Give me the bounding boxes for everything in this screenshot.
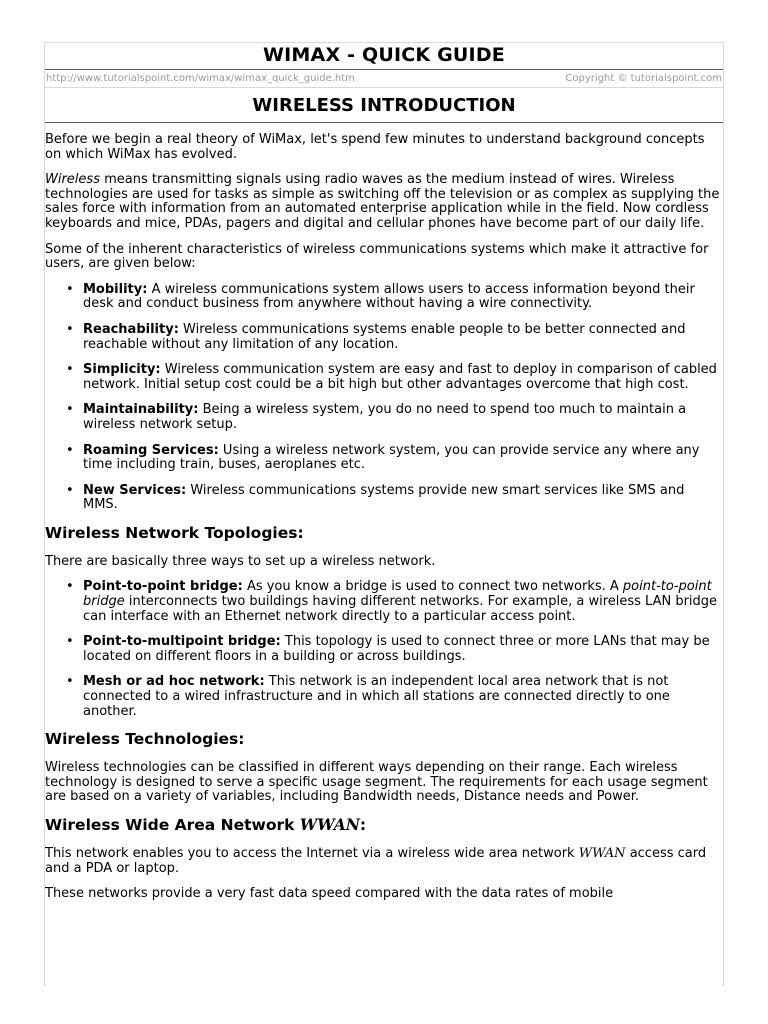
characteristics-list — [45, 283, 723, 513]
topologies-intro: There are basically three ways to set up a wireless network. — [45, 553, 436, 569]
document-body — [45, 123, 723, 902]
wwan-paragraph-2: These networks provide a very fast data speed compared with the data rates of mobile — [45, 886, 614, 902]
list-item: • Point-to-point bridge: As you know a bridge is used to connect two networks. A point-to-point bridge interconnects two buildings having different networks. For example, a wireless LAN bridge can interface with an Ethernet network directly to a particular access point. — [83, 580, 723, 624]
list-item: • Mobility: A wireless communications system allows users to access information beyond their desk and conduct business from anywhere without having a wire connectivity. — [83, 283, 723, 312]
list-item: • Mesh or ad hoc network: This network is an independent local area network that is not connected to a wired infrastructure and in which all stations are connected directly to one another. — [83, 675, 723, 719]
list-item: • Roaming Services: Using a wireless network system, you can provide service any where any time including train, buses, aeroplanes etc. — [83, 444, 723, 473]
section-title: WIRELESS INTRODUCTION — [45, 88, 723, 123]
intro-paragraph-3: Some of the inherent characteristics of wireless communications systems which make it attractive for users, are given below: — [45, 241, 709, 272]
technologies-heading: Wireless Technologies: — [45, 730, 245, 749]
technologies-paragraph: Wireless technologies can be classified in different ways depending on their range. Each wireless technology is designed to serve a specific usage segment. The requirements for each usage segment are based on a variety of variables, including Bandwidth needs, Distance needs and Power. — [45, 760, 708, 805]
list-item: • New Services: Wireless communications systems provide new smart services like SMS and MMS. — [83, 484, 723, 513]
list-item: • Maintainability: Being a wireless system, you do no need to spend too much to maintain a wireless network setup. — [83, 403, 723, 432]
list-item: • Point-to-multipoint bridge: This topology is used to connect three or more LANs that may be located on different floors in a building or across buildings. — [83, 635, 723, 664]
list-item: • Simplicity: Wireless communication system are easy and fast to deploy in comparison of cabled network. Initial setup cost could be a bit high but other advantages overcome that high cost. — [83, 363, 723, 392]
copyright-notice: Copyright © tutorialspoint.com — [565, 73, 722, 84]
topologies-list — [45, 580, 723, 719]
list-item: • Reachability: Wireless communications systems enable people to be better connected and reachable without any limitation of any location. — [83, 323, 723, 352]
document-title: WIMAX - QUICK GUIDE — [263, 44, 505, 66]
intro-paragraph-1: Before we begin a real theory of WiMax, let's spend few minutes to understand background concepts on which WiMax has evolved. — [45, 132, 705, 162]
source-url[interactable]: http://www.tutorialspoint.com/wimax/wimax_quick_guide.htm — [46, 73, 355, 84]
topologies-heading: Wireless Network Topologies: — [45, 523, 304, 542]
wireless-term: Wireless — [45, 172, 100, 188]
document-page — [44, 42, 724, 986]
document-meta-row — [45, 69, 723, 88]
intro-paragraph-2: Wireless means transmitting signals using radio waves as the medium instead of wires. Wireless technologies are used for tasks as simple as switching off the television or as complex as supplying the sales force with information from an automated enterprise application while in the field. Now cordless keyboards and mice, PDAs, pagers and digital and cellular phones have become part of our daily life. — [45, 172, 720, 231]
wwan-paragraph-1: This network enables you to access the Internet via a wireless wide area network WWAN access card and a PDA or laptop. — [45, 846, 707, 876]
wwan-heading: Wireless Wide Area Network WWAN: — [45, 815, 367, 834]
